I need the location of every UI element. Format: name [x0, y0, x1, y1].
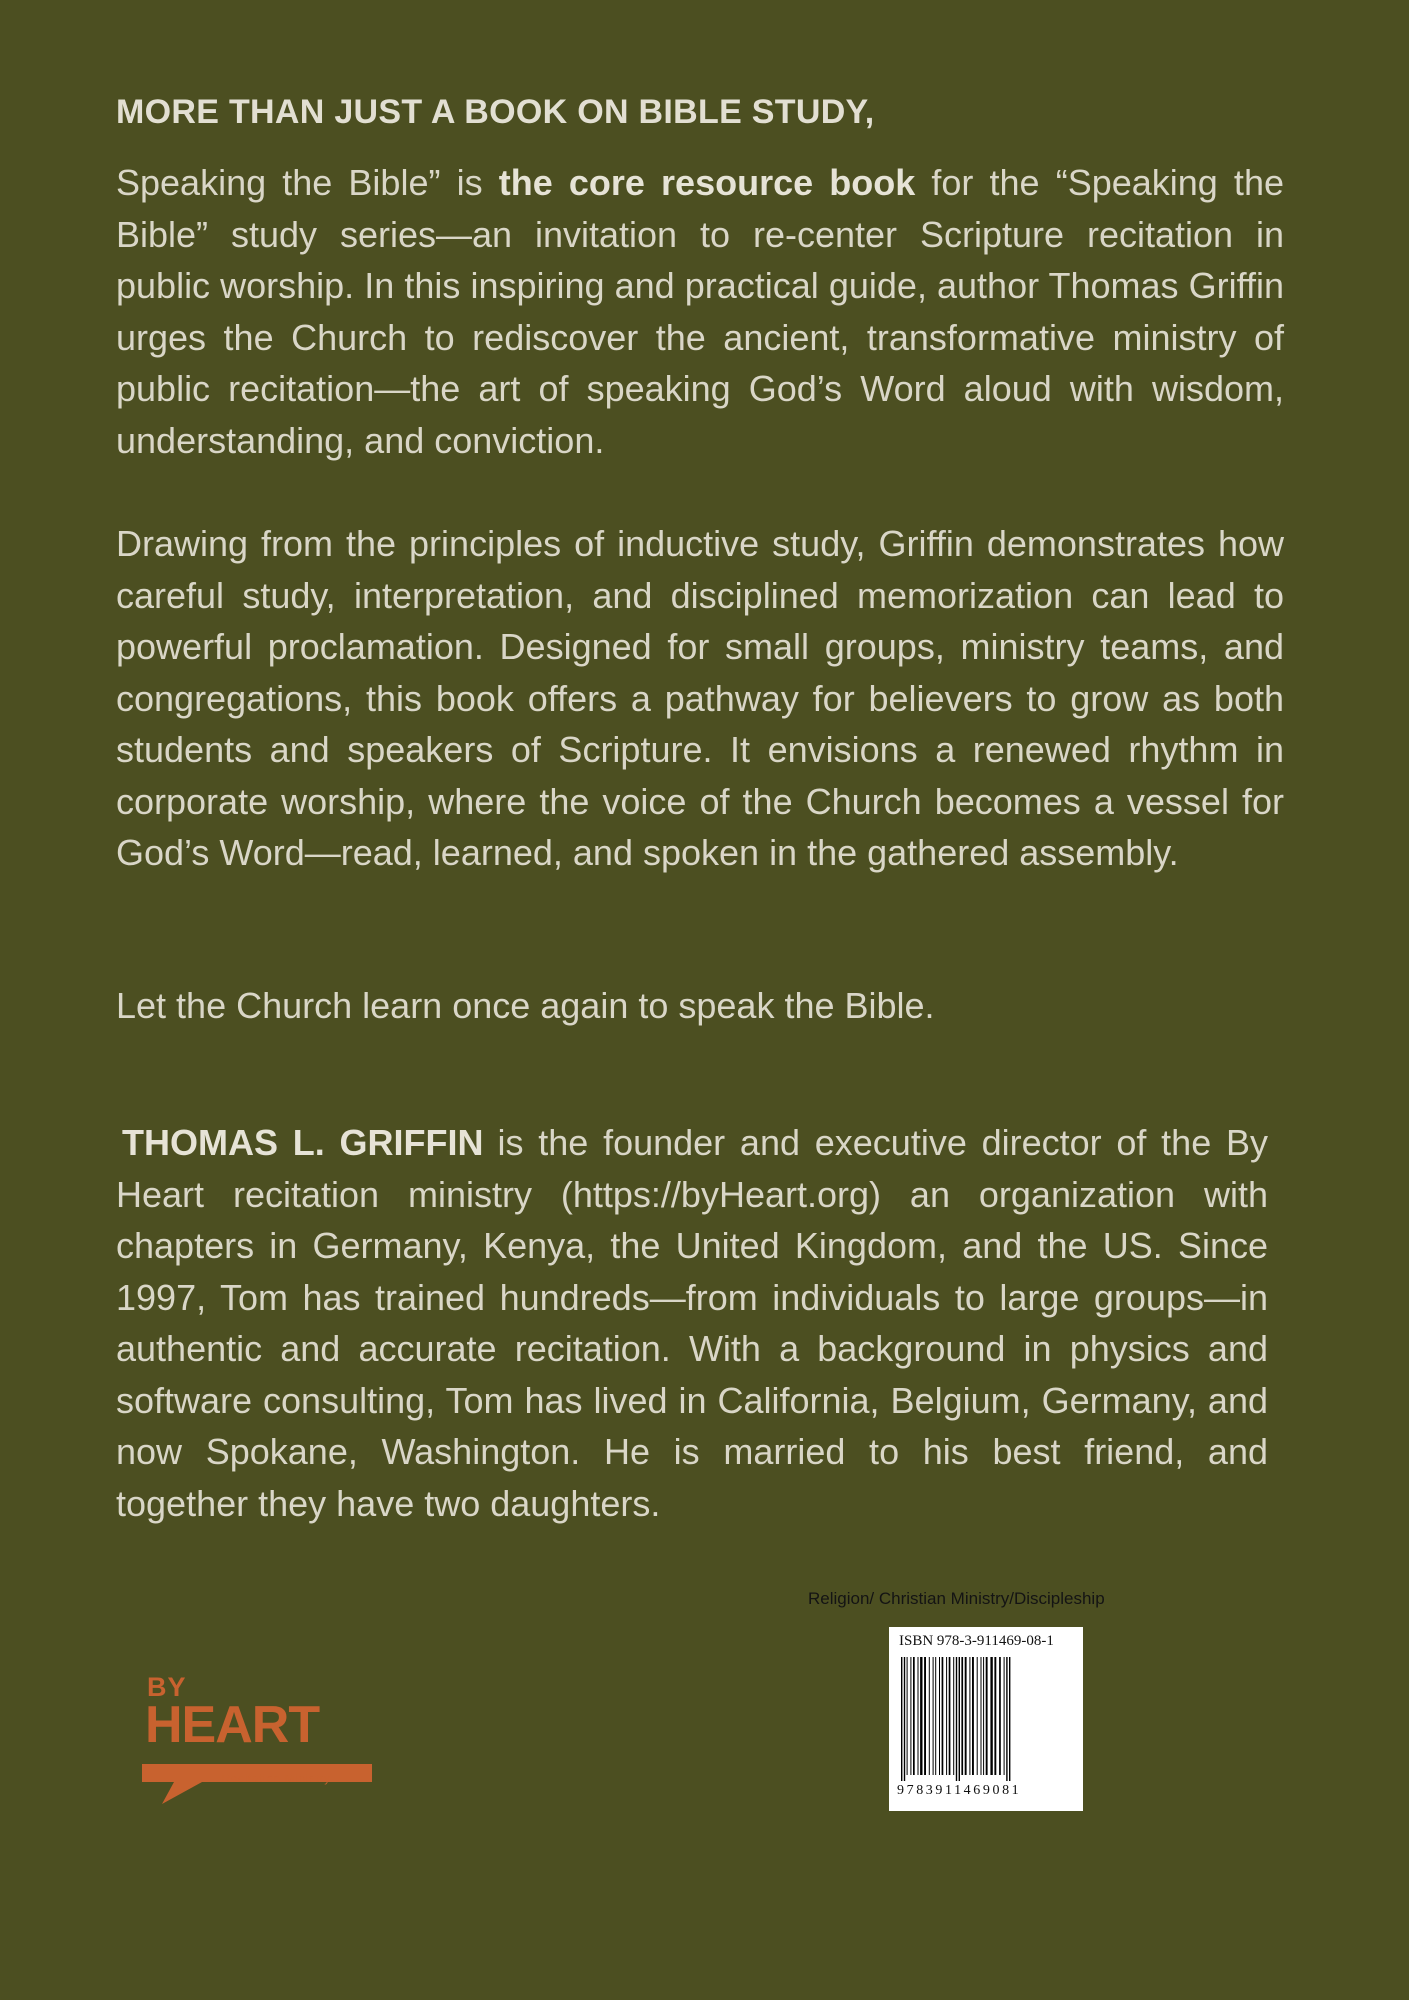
barcode-bar: [965, 1657, 967, 1775]
barcode-bar: [942, 1657, 944, 1775]
intro-bold-phrase: the core resource book: [498, 162, 916, 203]
author-name: THOMAS L. GRIFFIN: [122, 1122, 484, 1163]
barcode-bar: [935, 1657, 936, 1775]
barcode-bar: [956, 1657, 957, 1781]
author-bio: [116, 1117, 1268, 1529]
intro-text-start: Speaking the Bible” is: [116, 162, 499, 203]
book-category: Religion/ Christian Ministry/Discipleship: [808, 1589, 1105, 1608]
barcode-bar: [1009, 1657, 1010, 1781]
intro-text-end: for the “Speaking the Bible” study series—an invitation to re-center Scripture recitation in public worship. In this inspiring and practical guide, author Thomas Griffin urges the Church to rediscover the ancient, transformative ministry of public recitation—the art of speaking God’s Word aloud with wisdom, understanding, and conviction.: [116, 162, 1284, 461]
barcode-bar: [953, 1657, 954, 1775]
barcode-bar: [946, 1657, 947, 1775]
headline: MORE THAN JUST A BOOK ON BIBLE STUDY,: [116, 93, 875, 131]
barcode-bar: [939, 1657, 940, 1775]
barcode-bar: [972, 1657, 974, 1775]
barcode-bar: [981, 1657, 982, 1775]
barcode-bar: [904, 1657, 905, 1781]
isbn-barcode: [889, 1627, 1083, 1811]
barcode-bar: [933, 1657, 934, 1775]
by-heart-logo: [142, 1672, 382, 1812]
barcode-bar: [969, 1657, 970, 1775]
intro-paragraph: [116, 157, 1284, 466]
barcode-bar: [910, 1657, 911, 1775]
logo-tagline: Recitation Ministry: [222, 1773, 331, 1785]
barcode-bar: [990, 1657, 992, 1775]
barcode-bar: [901, 1657, 902, 1781]
isbn-label: ISBN 978-3-911469-08-1: [899, 1633, 1054, 1649]
barcode-bar: [959, 1657, 960, 1781]
barcode-bar: [918, 1657, 919, 1775]
barcode-bar: [983, 1657, 984, 1775]
description-paragraph: Drawing from the principles of inductive study, Griffin demonstrates how careful study, interpretation, and disciplined memorization can lead to powerful proclamation. Designed for small groups, ministry teams, and congregations, this book offers a pathway for believers to grow as both students and speakers of Scripture. It envisions a renewed rhythm in corporate worship, where the voice of the Church becomes a vessel for God’s Word—read, learned, and spoken in the gathered assembly.: [116, 523, 1284, 873]
barcode-bar: [1006, 1657, 1007, 1781]
barcode-bar: [1004, 1657, 1005, 1775]
barcode-bar: [986, 1657, 988, 1775]
barcode-bar: [913, 1657, 915, 1775]
barcode-bar: [924, 1657, 926, 1775]
barcode-bar: [999, 1657, 1001, 1775]
barcode-bar: [977, 1657, 978, 1775]
barcode-bar: [961, 1657, 963, 1775]
barcode-digits: 9783911469081: [897, 1783, 1022, 1798]
barcode-bar: [929, 1657, 930, 1775]
logo-heart-text: HEART: [145, 1696, 320, 1754]
barcode-bar: [994, 1657, 996, 1775]
barcode-bar: [920, 1657, 922, 1775]
barcode-bar: [949, 1657, 951, 1775]
barcode-bars: [897, 1657, 1075, 1783]
author-bio-text: is the founder and executive director of the By Heart recitation ministry (https://byHeart.org) an organization with chapters in Germany, Kenya, the United Kingdom, and the US. Since 1997, Tom has trained hundreds—from individuals to large groups—in authentic and accurate recitation. With a background in physics and software consulting, Tom has lived in California, Belgium, Germany, and now Spokane, Washington. He is married to his best friend, and together they have two daughters.: [116, 1122, 1269, 1524]
closing-line: Let the Church learn once again to speak the Bible.: [116, 985, 935, 1026]
logo-by-text: BY: [147, 1672, 187, 1702]
barcode-bar: [907, 1657, 908, 1775]
